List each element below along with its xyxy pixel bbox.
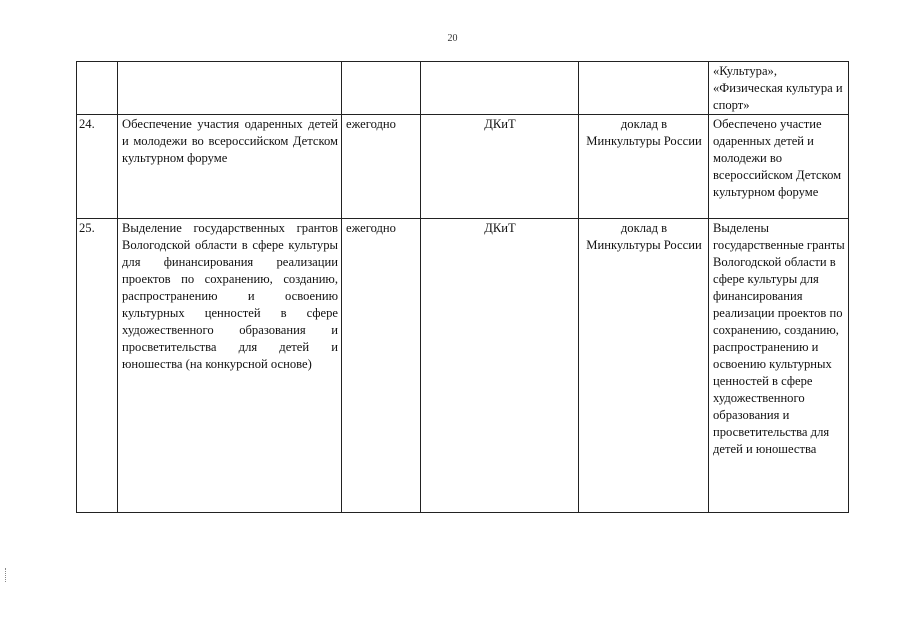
row-number (77, 62, 118, 115)
page-number: 20 (447, 33, 458, 44)
table-row (77, 115, 849, 219)
measure-executor: ДКиТ (421, 219, 579, 513)
measure-executor (421, 62, 579, 115)
scan-margin-mark (5, 568, 9, 582)
table-row (77, 219, 849, 513)
measure-executor: ДКиТ (421, 115, 579, 219)
row-number: 24. (77, 115, 118, 219)
measure-result: «Культура», «Физическая культура и спорт» (709, 62, 849, 115)
measure-result: Выделены государственные гранты Вологодской области в сфере культуры для финансирования реализации проектов по сохранению, созданию, распространению и освоению культурных ценностей в сфере художественного образования и просветительства для детей и юношества (709, 219, 849, 513)
measure-report (579, 62, 709, 115)
measure-name: Обеспечение участия одаренных детей и молодежи во всероссийском Детском культурном форуме (118, 115, 342, 219)
table-row (77, 62, 849, 115)
row-number: 25. (77, 219, 118, 513)
measure-report: доклад в Минкультуры России (579, 115, 709, 219)
measures-table (76, 61, 849, 513)
measure-name: Выделение государственных грантов Вологодской области в сфере культуры для финансирования реализации проектов по сохранению, созданию, распространению и освоению культурных ценностей в сфере художественного образования и просветительства для детей и юношества (на конкурсной основе) (118, 219, 342, 513)
measure-result: Обеспечено участие одаренных детей и молодежи во всероссийском Детском культурном форуме (709, 115, 849, 219)
measure-name (118, 62, 342, 115)
measure-term: ежегодно (342, 219, 421, 513)
measure-term (342, 62, 421, 115)
measure-report: доклад в Минкультуры России (579, 219, 709, 513)
measure-term: ежегодно (342, 115, 421, 219)
